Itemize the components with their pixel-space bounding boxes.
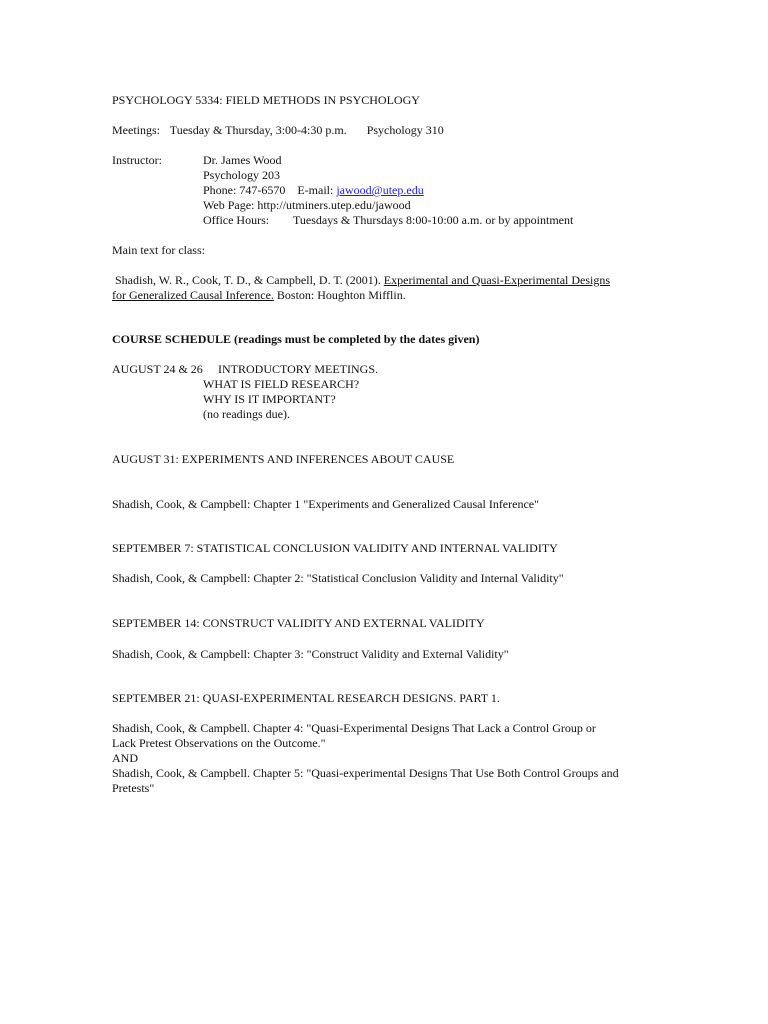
main-text-label: Main text for class: [112, 243, 205, 257]
instructor-label: Instructor: [112, 153, 162, 167]
aug31-reading: Shadish, Cook, & Campbell: Chapter 1 "Experiments and Generalized Causal Inference" [112, 497, 540, 511]
aug24-note: (no readings due). [203, 407, 290, 421]
sep21-reading2-line1: Shadish, Cook, & Campbell. Chapter 5: "Quasi-experimental Designs That Use Both Control Groups and [112, 766, 619, 780]
meetings-line [112, 123, 444, 138]
main-text-title-part1: Experimental and Quasi-Experimental Designs [383, 273, 611, 287]
aug24-topic1: INTRODUCTORY MEETINGS. [218, 362, 379, 376]
email-label: E-mail: [297, 183, 334, 197]
email-link[interactable]: jawood@utep.edu [336, 183, 424, 197]
sep14-heading: SEPTEMBER 14: CONSTRUCT VALIDITY AND EXTERNAL VALIDITY [112, 616, 485, 630]
aug24-date: AUGUST 24 & 26 [112, 362, 203, 376]
sep21-and: AND [112, 751, 138, 765]
aug31-heading: AUGUST 31: EXPERIMENTS AND INFERENCES ABOUT CAUSE [112, 452, 455, 466]
sep21-reading1-line2: Lack Pretest Observations on the Outcome." [112, 736, 326, 750]
schedule-heading: COURSE SCHEDULE (readings must be completed by the dates given) [112, 332, 480, 346]
office-hours-value: Tuesdays & Thursdays 8:00-10:00 a.m. or by appointment [293, 213, 574, 227]
aug24-topic2: WHAT IS FIELD RESEARCH? [203, 377, 360, 391]
sep7-heading: SEPTEMBER 7: STATISTICAL CONCLUSION VALIDITY AND INTERNAL VALIDITY [112, 541, 558, 555]
office-hours-label: Office Hours: [203, 213, 270, 227]
aug24-topic3: WHY IS IT IMPORTANT? [203, 392, 336, 406]
main-text-citation-line1 [115, 273, 610, 288]
sep21-heading: SEPTEMBER 21: QUASI-EXPERIMENTAL RESEARCH DESIGNS. PART 1. [112, 691, 500, 705]
sep21-reading1-line1: Shadish, Cook, & Campbell. Chapter 4: "Quasi-Experimental Designs That Lack a Control Group or [112, 721, 596, 735]
instructor-web: Web Page: http://utminers.utep.edu/jawood [203, 198, 411, 212]
aug24-line [112, 362, 378, 377]
main-text-citation-line2 [112, 288, 406, 303]
instructor-phone: Phone: 747-6570 [203, 183, 286, 197]
sep7-reading: Shadish, Cook, & Campbell: Chapter 2: "Statistical Conclusion Validity and Internal Validity" [112, 571, 564, 585]
meetings-room: Psychology 310 [366, 123, 444, 137]
meetings-time: Tuesday & Thursday, 3:00-4:30 p.m. [169, 123, 347, 137]
instructor-contact [203, 183, 424, 198]
meetings-label: Meetings: [112, 123, 160, 137]
sep21-reading2-line2: Pretests" [112, 781, 155, 795]
office-hours-line [203, 213, 573, 228]
instructor-office: Psychology 203 [203, 168, 281, 182]
instructor-line [112, 153, 281, 168]
course-title: PSYCHOLOGY 5334: FIELD METHODS IN PSYCHOLOGY [112, 93, 420, 107]
main-text-title-part2: for Generalized Causal Inference. [112, 288, 274, 302]
sep14-reading: Shadish, Cook, & Campbell: Chapter 3: "Construct Validity and External Validity" [112, 647, 509, 661]
main-text-publisher: Boston: Houghton Mifflin. [273, 288, 406, 302]
instructor-name: Dr. James Wood [203, 153, 282, 167]
main-text-authors: Shadish, W. R., Cook, T. D., & Campbell, D. T. (2001). [115, 273, 381, 287]
